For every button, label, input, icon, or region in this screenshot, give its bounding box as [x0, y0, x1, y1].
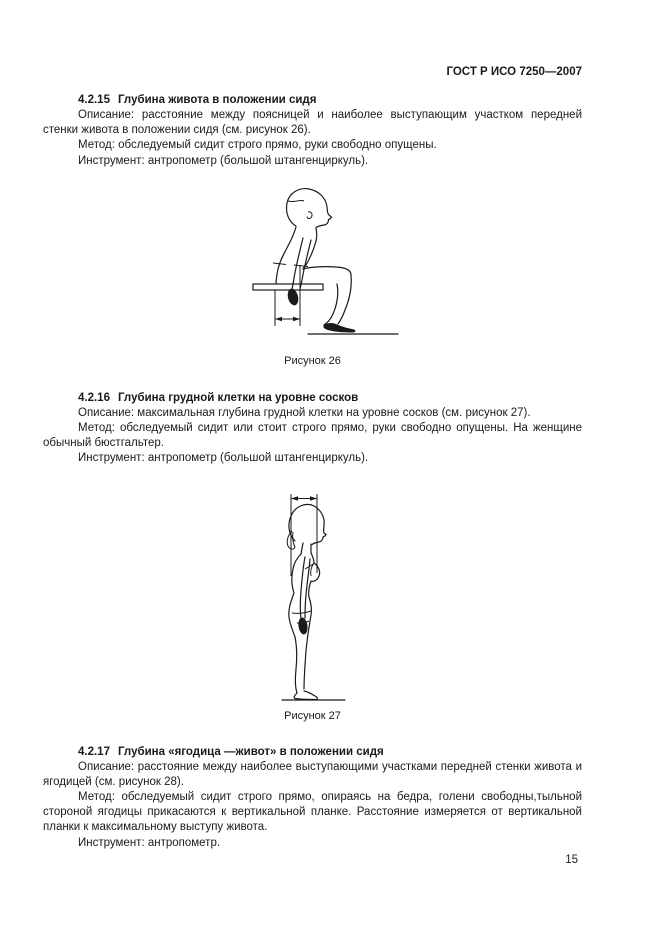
paragraph-instrument: Инструмент: антропометр (большой штангенциркуль).	[78, 452, 369, 465]
paragraph-instrument: Инструмент: антропометр (большой штангенциркуль).	[78, 154, 369, 167]
paragraph-description: Описание: максимальная глубина грудной клетки на уровне сосков (см. рисунок 27).	[78, 406, 531, 419]
arrowhead-left	[291, 496, 298, 500]
seated-person-abdominal-depth-illustration	[240, 186, 440, 341]
section-title: Глубина живота в положении сидя	[117, 94, 317, 106]
arm-back	[300, 557, 305, 619]
paragraph-description: Описание: расстояние между поясницей и наиболее выступающим участком передней стенки живота в положении сидя (см. рисунок 26).	[43, 109, 582, 137]
shin-front	[338, 275, 351, 324]
foot	[323, 323, 355, 332]
section-heading-4-2-15	[43, 93, 582, 108]
paragraph-method: Метод: обследуемый сидит строго прямо, руки свободно опущены.	[78, 139, 437, 152]
section-title: Глубина грудной клетки на уровне сосков	[117, 391, 359, 404]
figure-27-caption: Рисунок 27	[284, 709, 341, 722]
thigh	[303, 266, 351, 274]
calf-back	[324, 284, 338, 325]
ear	[307, 212, 312, 219]
front-contour	[304, 553, 320, 689]
figure-26	[43, 186, 582, 369]
section-number: 4.2.15	[78, 94, 110, 106]
neck-back	[301, 543, 303, 554]
section-heading-4-2-16	[43, 391, 582, 406]
section-title: Глубина «ягодица —живот» в положении сидя	[117, 745, 384, 758]
section-number: 4.2.17	[78, 745, 110, 758]
hairline	[288, 200, 304, 201]
paragraph-description: Описание: расстояние между наиболее выступающими участками передней стенки живота и ягодицей (см. рисунок 28).	[43, 760, 582, 788]
arrowhead-left	[275, 317, 282, 321]
foot	[294, 691, 317, 700]
head-outline	[286, 188, 331, 227]
arrowhead-right	[310, 496, 317, 500]
waistband-line	[292, 611, 311, 613]
head-outline	[289, 504, 326, 544]
section-heading-4-2-17	[43, 745, 582, 760]
standing-person-chest-depth-illustration	[259, 481, 409, 705]
arm-back	[300, 240, 311, 289]
figure-27	[43, 481, 582, 724]
page-number: 15	[565, 853, 578, 866]
document-header: ГОСТ Р ИСО 7250—2007	[446, 66, 582, 78]
paragraph-instrument: Инструмент: антропометр.	[78, 836, 221, 849]
paragraph-method: Метод: обследуемый сидит или стоит строго прямо, руки свободно опущены. На женщине обычный бюстгальтер.	[43, 422, 582, 450]
figure-26-caption: Рисунок 26	[284, 354, 341, 367]
page-content	[43, 0, 582, 866]
arrowhead-right	[293, 317, 300, 321]
paragraph-method: Метод: обследуемый сидит строго прямо, опираясь на бедра, голени свободны,тыльной стороной ягодицы прикасаются к вертикальной планке. Расстояние измеряется от вертикальной планки к максимальному выступу живота.	[43, 791, 582, 834]
section-number: 4.2.16	[78, 391, 110, 404]
back-contour	[276, 227, 296, 284]
bench-seat	[253, 284, 323, 290]
hand	[297, 617, 308, 635]
